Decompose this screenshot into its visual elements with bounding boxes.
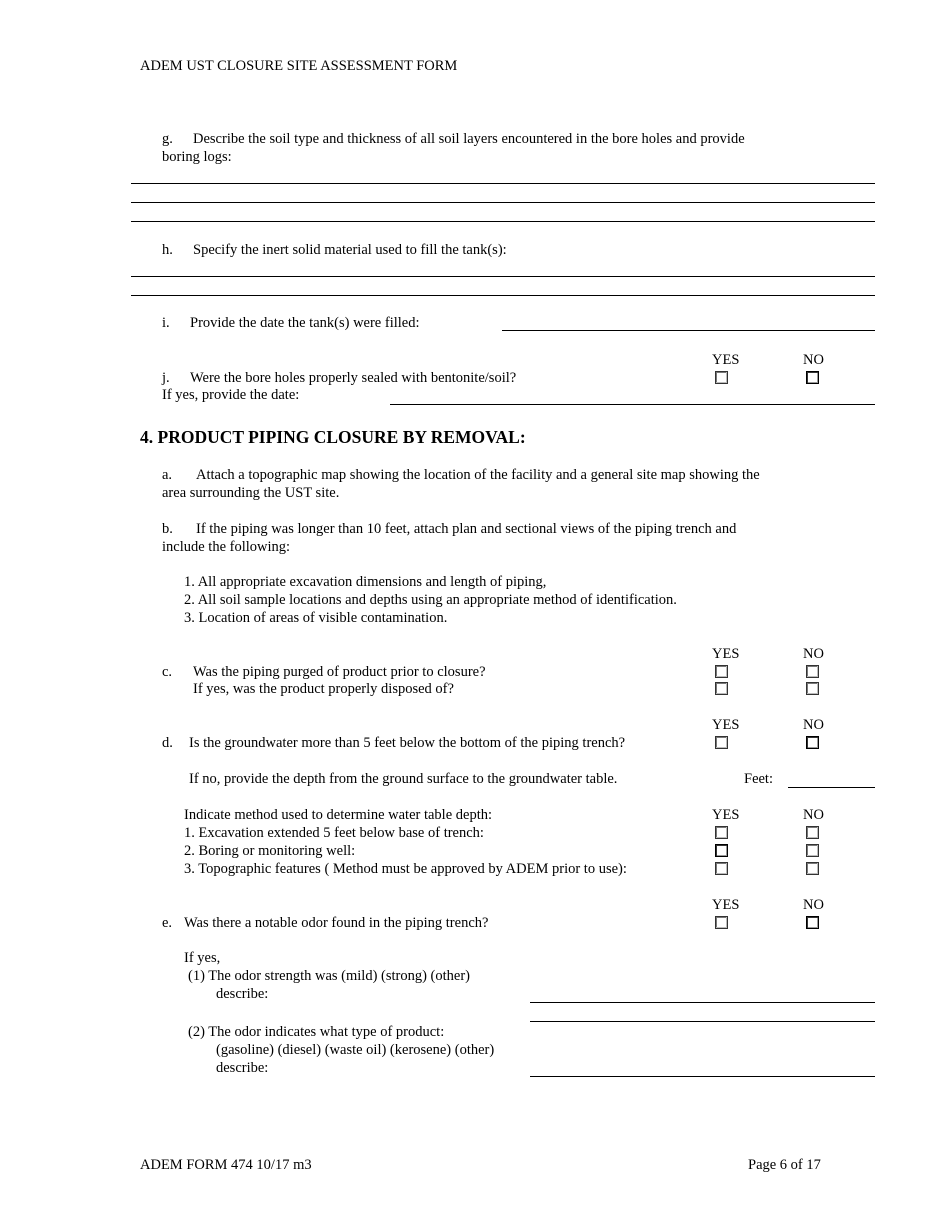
answer-line-h-2[interactable]	[131, 295, 875, 296]
question-4a-label: a.	[162, 467, 173, 483]
fill-date-line[interactable]	[502, 330, 875, 331]
checkbox-4c-disposed-no[interactable]	[806, 682, 819, 695]
checkbox-4e-no[interactable]	[806, 916, 819, 929]
form-header-title: ADEM UST CLOSURE SITE ASSESSMENT FORM	[140, 58, 458, 74]
no-header: NO	[803, 646, 824, 662]
yes-header: YES	[712, 717, 740, 733]
feet-input-line[interactable]	[788, 787, 875, 788]
question-4a-text-cont: area surrounding the UST site.	[162, 485, 340, 501]
checkbox-4d-yes[interactable]	[715, 736, 728, 749]
question-4d-subtext: If no, provide the depth from the ground surface to the groundwater table.	[189, 771, 618, 787]
yes-header: YES	[712, 352, 740, 368]
feet-label: Feet:	[744, 771, 773, 787]
checkbox-method2-yes[interactable]	[715, 844, 728, 857]
seal-date-line[interactable]	[390, 404, 875, 405]
checkbox-method3-no[interactable]	[806, 862, 819, 875]
odor-strength-line-2[interactable]	[530, 1021, 875, 1022]
question-i-label: i.	[162, 315, 170, 331]
question-j-text: Were the bore holes properly sealed with bentonite/soil?	[190, 370, 517, 386]
question-4e-text: Was there a notable odor found in the piping trench?	[184, 915, 489, 931]
no-header: NO	[803, 897, 824, 913]
question-h-text: Specify the inert solid material used to fill the tank(s):	[193, 242, 507, 258]
checkbox-j-no[interactable]	[806, 371, 819, 384]
question-4c-text: Was the piping purged of product prior to closure?	[193, 664, 486, 680]
method-title: Indicate method used to determine water table depth:	[184, 807, 493, 823]
odor-strength-line-1[interactable]	[530, 1002, 875, 1003]
no-header: NO	[803, 717, 824, 733]
checkbox-method1-no[interactable]	[806, 826, 819, 839]
answer-line-h-1[interactable]	[131, 276, 875, 277]
question-j-label: j.	[162, 370, 170, 386]
checkbox-4c-disposed-yes[interactable]	[715, 682, 728, 695]
method-item: 3. Topographic features ( Method must be approved by ADEM prior to use):	[184, 861, 627, 877]
odor-strength-text: (1) The odor strength was (mild) (strong) (other)	[188, 968, 471, 984]
odor-type-describe: describe:	[216, 1060, 269, 1076]
odor-strength-describe: describe:	[216, 986, 269, 1002]
checkbox-4c-purged-yes[interactable]	[715, 665, 728, 678]
no-header: NO	[803, 807, 824, 823]
question-4c-subtext: If yes, was the product properly disposed of?	[193, 681, 454, 697]
question-h-label: h.	[162, 242, 173, 258]
answer-line-g-2[interactable]	[131, 202, 875, 203]
question-4b-label: b.	[162, 521, 173, 537]
section-4-heading: 4. PRODUCT PIPING CLOSURE BY REMOVAL:	[140, 427, 526, 447]
odor-type-text: (2) The odor indicates what type of product:	[188, 1024, 445, 1040]
question-4d-label: d.	[162, 735, 173, 751]
checkbox-method2-no[interactable]	[806, 844, 819, 857]
question-4a-text: Attach a topographic map showing the location of the facility and a general site map showing the	[196, 467, 760, 483]
question-i-text: Provide the date the tank(s) were filled:	[190, 315, 420, 331]
yes-header: YES	[712, 897, 740, 913]
question-g-label: g.	[162, 131, 173, 147]
footer-form-id: ADEM FORM 474 10/17 m3	[140, 1157, 312, 1173]
odor-if-yes: If yes,	[184, 950, 221, 966]
list-item: 2. All soil sample locations and depths using an appropriate method of identification.	[184, 592, 677, 608]
list-item: 1. All appropriate excavation dimensions and length of piping,	[184, 574, 547, 590]
checkbox-method1-yes[interactable]	[715, 826, 728, 839]
yes-header: YES	[712, 807, 740, 823]
question-4d-text: Is the groundwater more than 5 feet below the bottom of the piping trench?	[189, 735, 626, 751]
odor-type-options: (gasoline) (diesel) (waste oil) (kerosene) (other)	[216, 1042, 495, 1058]
checkbox-j-yes[interactable]	[715, 371, 728, 384]
question-4e-label: e.	[162, 915, 173, 931]
method-item: 1. Excavation extended 5 feet below base of trench:	[184, 825, 484, 841]
checkbox-method3-yes[interactable]	[715, 862, 728, 875]
list-item: 3. Location of areas of visible contamination.	[184, 610, 448, 626]
question-4b-text: If the piping was longer than 10 feet, attach plan and sectional views of the piping trench and	[196, 521, 737, 537]
answer-line-g-1[interactable]	[131, 183, 875, 184]
checkbox-4c-purged-no[interactable]	[806, 665, 819, 678]
question-g-text-cont: boring logs:	[162, 149, 232, 165]
answer-line-g-3[interactable]	[131, 221, 875, 222]
question-4b-text-cont: include the following:	[162, 539, 291, 555]
yes-header: YES	[712, 646, 740, 662]
odor-type-line[interactable]	[530, 1076, 875, 1077]
question-g-text: Describe the soil type and thickness of all soil layers encountered in the bore holes and provide	[193, 131, 745, 147]
question-j-subtext: If yes, provide the date:	[162, 387, 300, 403]
method-item: 2. Boring or monitoring well:	[184, 843, 356, 859]
checkbox-4e-yes[interactable]	[715, 916, 728, 929]
no-header: NO	[803, 352, 824, 368]
checkbox-4d-no[interactable]	[806, 736, 819, 749]
footer-page-number: Page 6 of 17	[748, 1157, 821, 1173]
question-4c-label: c.	[162, 664, 173, 680]
